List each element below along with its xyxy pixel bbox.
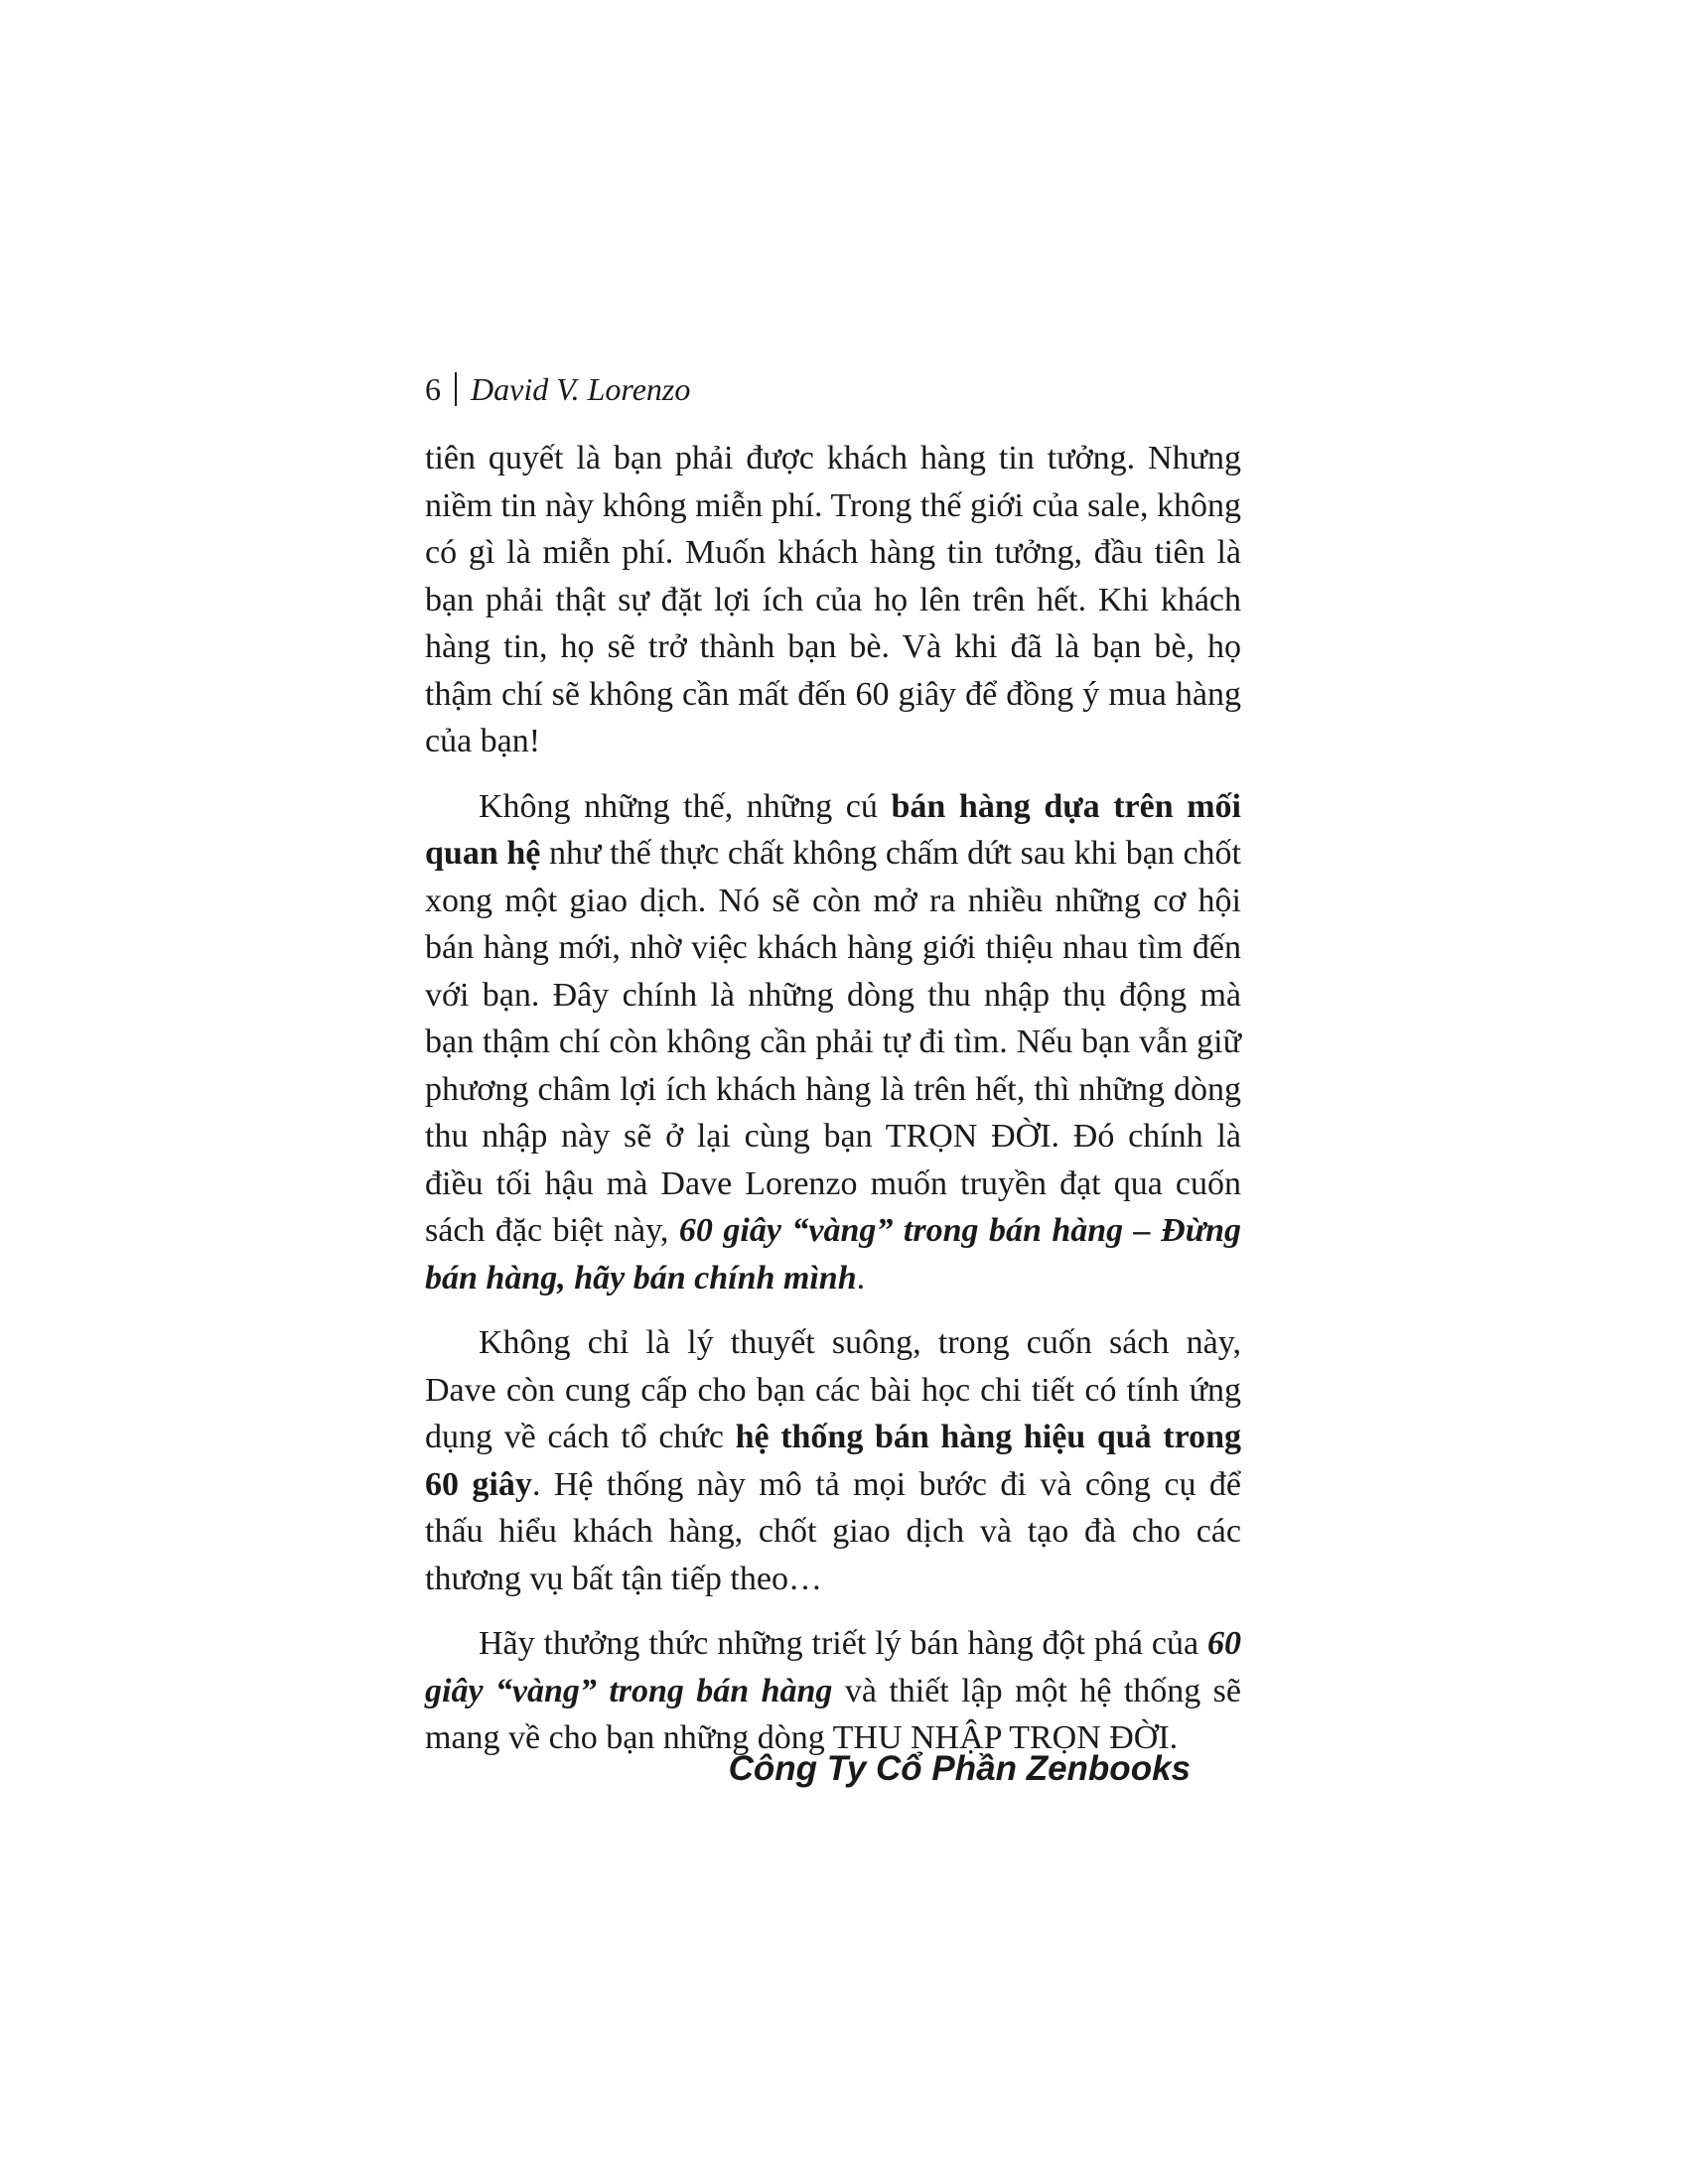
- paragraph-1: [425, 435, 1241, 765]
- paragraph-2: [425, 783, 1241, 1302]
- emphasis-bold: hệ thống bán hàng hiệu quả trong 60 giây: [425, 1419, 1241, 1503]
- page-number: 6: [425, 371, 441, 407]
- emphasis-bold: bán hàng dựa trên mối quan hệ: [425, 787, 1241, 872]
- text-run: .: [856, 1259, 866, 1297]
- text-run: và thiết lập một hệ thống sẽ mang về cho bạn những dòng THU NHẬP TRỌN ĐỜI.: [425, 1672, 1242, 1756]
- body-text: [425, 435, 1241, 1780]
- text-run: Không những thế, những cú: [479, 787, 892, 825]
- text-run: tiên quyết là bạn phải được khách hàng tin tưởng. Nhưng niềm tin này không miễn phí. Trong thế giới của sale, không có gì là miễn phí. Muốn khách hàng tin tưởng, đầu tiên là bạn phải thật sự đặt lợi ích của họ lên trên hết. Khi khách hàng tin, họ sẽ trở thành bạn bè. Và khi đã là bạn bè, họ thậm chí sẽ không cần mất đến 60 giây để đồng ý mua hàng của bạn!: [425, 440, 1241, 759]
- paragraph-4: [425, 1620, 1241, 1762]
- text-run: Hãy thưởng thức những triết lý bán hàng đột phá của: [479, 1625, 1207, 1662]
- author-name: David V. Lorenzo: [471, 371, 691, 407]
- book-title: 60 giây “vàng” trong bán hàng: [425, 1625, 1241, 1709]
- book-title: 60 giây “vàng” trong bán hàng – Đừng bán hàng, hãy bán chính mình: [425, 1212, 1241, 1297]
- header-divider: [455, 372, 457, 406]
- paragraph-3: [425, 1319, 1241, 1602]
- text-run: như thế thực chất không chấm dứt sau khi bạn chốt xong một giao dịch. Nó sẽ còn mở ra nhiều những cơ hội bán hàng mới, nhờ việc khách hàng giới thiệu nhau tìm đến với bạn. Đây chính là những dòng thu nhập thụ động mà bạn thậm chí còn không cần phải tự đi tìm. Nếu bạn vẫn giữ phương châm lợi ích khách hàng là trên hết, thì những dòng thu nhập này sẽ ở lại cùng bạn TRỌN ĐỜI. Đó chính là điều tối hậu mà Dave Lorenzo muốn truyền đạt qua cuốn sách đặc biệt này,: [425, 835, 1241, 1249]
- publisher-signature: Công Ty Cổ Phần Zenbooks: [728, 1749, 1191, 1788]
- text-run: . Hệ thống này mô tả mọi bước đi và công cụ để thấu hiểu khách hàng, chốt giao dịch và tạo đà cho các thương vụ bất tận tiếp theo…: [425, 1465, 1241, 1597]
- running-head: [425, 369, 690, 409]
- text-run: Không chỉ là lý thuyết suông, trong cuốn sách này, Dave còn cung cấp cho bạn các bài học chi tiết có tính ứng dụng về cách tổ chức: [425, 1324, 1241, 1455]
